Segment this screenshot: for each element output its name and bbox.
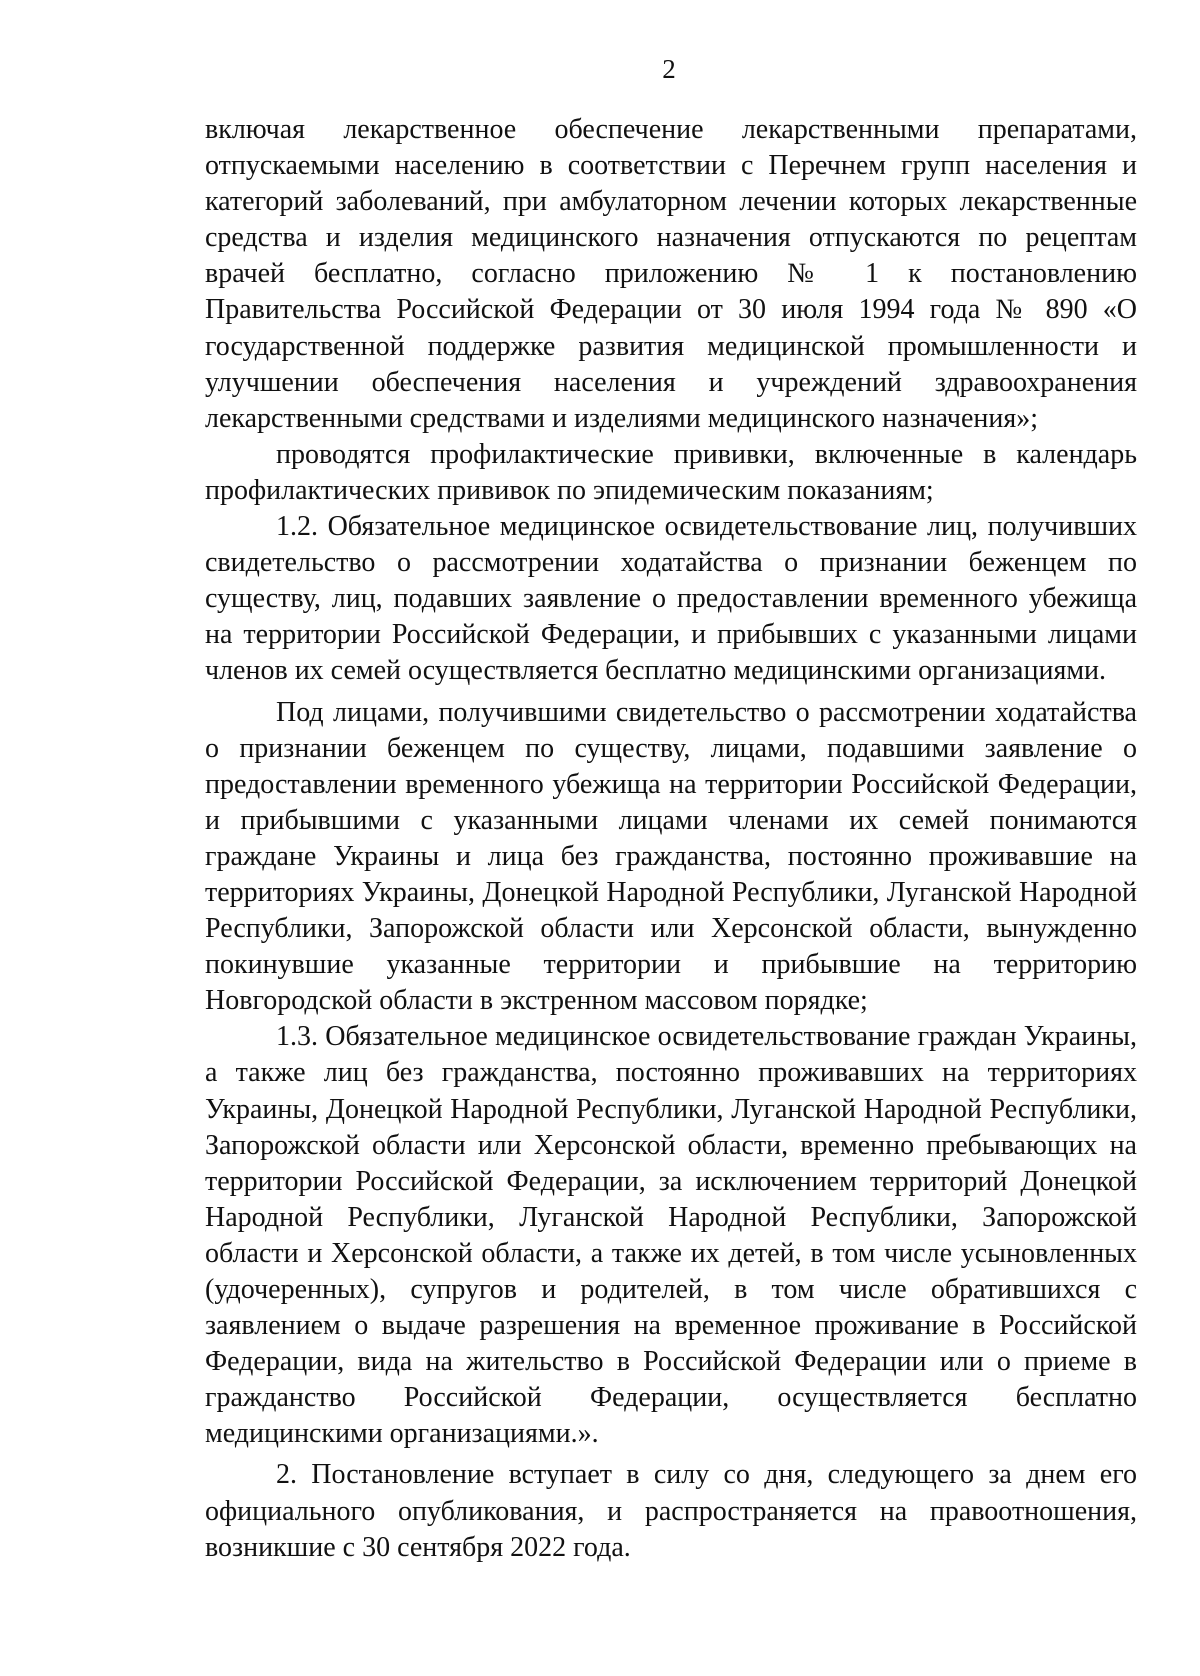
- paragraph-persons-definition: Под лицами, получившими свидетельство о рассмотрении ходатайства о признании беженцем по существу, лицами, подавшими заявление о предоставлении временного убежища на территории Российской Федерации, и прибывшими с указанными лицами членами их семей понимаются граждане Украины и лица без гражданства, постоянно проживавшие на территориях Украины, Донецкой Народной Республики, Луганской Народной Республики, Запорожской области или Херсонской области, вынужденно покинувшие указанные территории и прибывшие на территорию Новгородской области в экстренном массовом порядке;: [205, 696, 1137, 1017]
- page-number: 2: [662, 54, 676, 84]
- paragraph-vaccinations: проводятся профилактические прививки, включенные в календарь профилактических прививок по эпидемическим показаниям;: [205, 438, 1137, 506]
- paragraph-clause-1-2: 1.2. Обязательное медицинское освидетельствование лиц, получивших свидетельство о рассмотрении ходатайства о признании беженцем по существу, лиц, подавших заявление о предоставлении временного убежища на территории Российской Федерации, и прибывших с указанными лицами членов их семей осуществляется бесплатно медицинскими организациями.: [205, 511, 1137, 687]
- document-body: [205, 112, 1137, 1566]
- paragraph-medicine-supply: включая лекарственное обеспечение лекарственными препаратами, отпускаемыми населению в соответствии с Перечнем групп населения и категорий заболеваний, при амбулаторном лечении которых лекарственные средства и изделия медицинского назначения отпускаются по рецептам врачей бесплатно, согласно приложению № 1 к постановлению Правительства Российской Федерации от 30 июля 1994 года № 890 «О государственной поддержке развития медицинской промышленности и улучшении обеспечения населения и учреждений здравоохранения лекарственными средствами и изделиями медицинского назначения»;: [205, 114, 1137, 434]
- paragraph-clause-2-effective-date: 2. Постановление вступает в силу со дня, следующего за днем его официального опубликования, и распространяется на правоотношения, возникшие с 30 сентября 2022 года.: [205, 1459, 1137, 1563]
- paragraph-clause-1-3: 1.3. Обязательное медицинское освидетельствование граждан Украины, а также лиц без гражданства, постоянно проживавших на территориях Украины, Донецкой Народной Республики, Луганской Народной Республики, Запорожской области или Херсонской области, временно пребывающих на территории Российской Федерации, за исключением территорий Донецкой Народной Республики, Луганской Народной Республики, Запорожской области и Херсонской области, а также их детей, в том числе усыновленных (удочеренных), супругов и родителей, в том числе обратившихся с заявлением о выдаче разрешения на временное проживание в Российской Федерации, вида на жительство в Российской Федерации или о приеме в гражданство Российской Федерации, осуществляется бесплатно медицинскими организациями.».: [205, 1021, 1137, 1450]
